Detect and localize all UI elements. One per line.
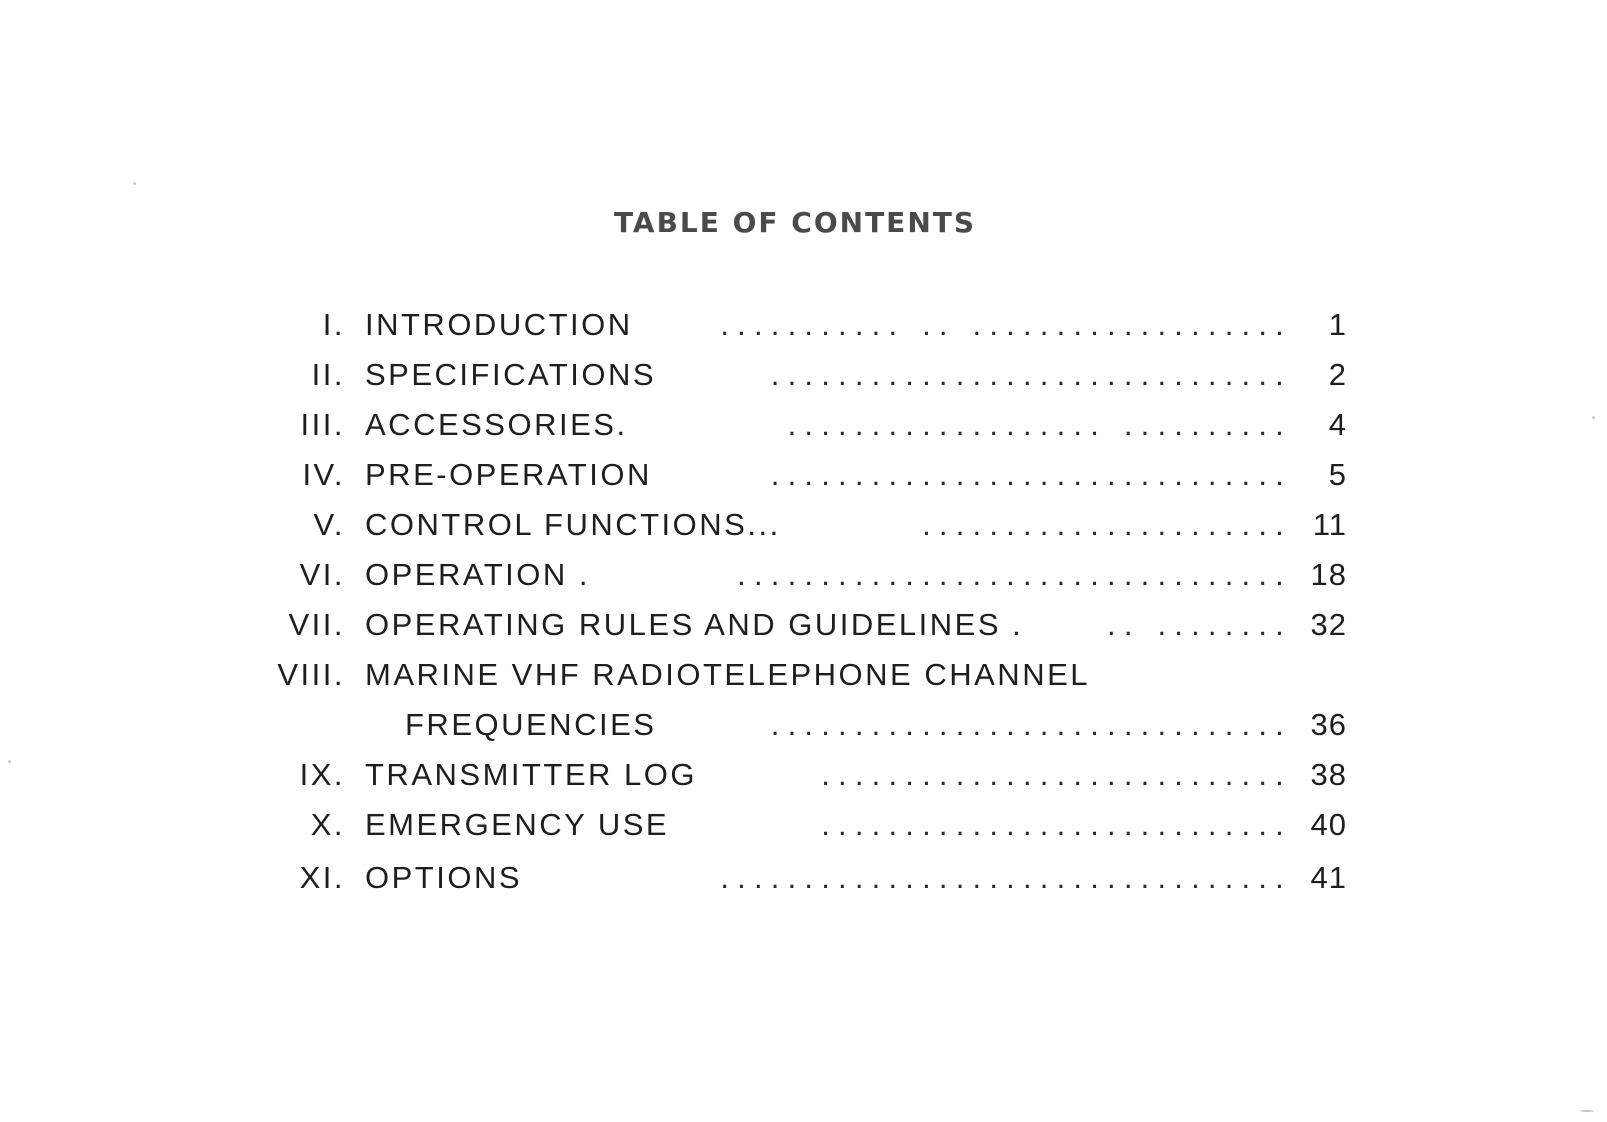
section-number: VII. <box>288 607 345 642</box>
page-number: 40 <box>1310 807 1347 842</box>
section-number: IV. <box>302 457 345 492</box>
dot-leader: ................................. <box>737 557 1292 592</box>
section-title: OPERATION . <box>365 557 591 592</box>
toc-entry-pre-operation[interactable] <box>0 450 1607 500</box>
toc-entry-operating-rules[interactable] <box>0 600 1607 650</box>
scan-speck <box>8 760 11 763</box>
scan-speck <box>1580 1110 1594 1112</box>
toc-entry-control-functions[interactable] <box>0 500 1607 550</box>
dot-leader: ............................ <box>821 757 1292 792</box>
section-number: I. <box>322 307 345 342</box>
scan-speck <box>133 182 136 185</box>
page-number: 5 <box>1328 457 1347 492</box>
toc-entry-emergency-use[interactable] <box>0 800 1607 850</box>
section-number: VIII. <box>277 657 345 692</box>
section-number: XI. <box>299 860 345 895</box>
section-title: EMERGENCY USE <box>365 807 670 842</box>
dot-leader: ............................ <box>821 807 1292 842</box>
dot-leader: .................................. <box>720 860 1292 895</box>
page-number: 2 <box>1328 357 1347 392</box>
section-title: PRE-OPERATION <box>365 457 652 492</box>
section-title: OPERATING RULES AND GUIDELINES . <box>365 607 1024 642</box>
section-title: OPTIONS <box>365 860 523 895</box>
dot-leader: ................... .......... <box>787 407 1292 442</box>
toc-entry-specifications[interactable] <box>0 350 1607 400</box>
section-title: ACCESSORIES. <box>365 407 628 442</box>
scan-speck <box>1592 416 1595 419</box>
page-title: TABLE OF CONTENTS <box>613 206 977 239</box>
page-number: 1 <box>1328 307 1347 342</box>
section-number: IX. <box>299 757 345 792</box>
section-title: MARINE VHF RADIOTELEPHONE CHANNEL <box>365 657 1090 692</box>
page-number: 4 <box>1328 407 1347 442</box>
dot-leader: ............................... <box>770 457 1292 492</box>
page-number: 18 <box>1310 557 1347 592</box>
toc-entry-operation[interactable] <box>0 550 1607 600</box>
toc-entry-accessories[interactable] <box>0 400 1607 450</box>
section-number: III. <box>300 407 345 442</box>
section-number: VI. <box>299 557 345 592</box>
dot-leader: ............................... <box>770 357 1292 392</box>
toc-entry-marine-vhf-heading[interactable] <box>0 650 1607 700</box>
page-number: 41 <box>1310 860 1347 895</box>
section-title: INTRODUCTION <box>365 307 633 342</box>
page-number: 32 <box>1310 607 1347 642</box>
page-number: 38 <box>1310 757 1347 792</box>
section-title: CONTROL FUNCTIONS... <box>365 507 781 542</box>
dot-leader: ...................... <box>922 507 1292 542</box>
page-number: 11 <box>1312 507 1347 542</box>
section-title-continued: FREQUENCIES <box>405 707 657 742</box>
section-number: V. <box>313 507 345 542</box>
page-number: 36 <box>1310 707 1347 742</box>
toc-entry-introduction[interactable] <box>0 300 1607 350</box>
toc-entry-transmitter-log[interactable] <box>0 750 1607 800</box>
dot-leader: .. ........ <box>1107 607 1292 642</box>
toc-entry-options[interactable] <box>0 853 1607 903</box>
dot-leader: ........... .. ................... <box>720 307 1292 342</box>
section-title: TRANSMITTER LOG <box>365 757 698 792</box>
section-number: X. <box>310 807 345 842</box>
dot-leader: ............................... <box>770 707 1292 742</box>
toc-entry-frequencies[interactable] <box>0 700 1607 750</box>
section-number: II. <box>311 357 345 392</box>
section-title: SPECIFICATIONS <box>365 357 657 392</box>
